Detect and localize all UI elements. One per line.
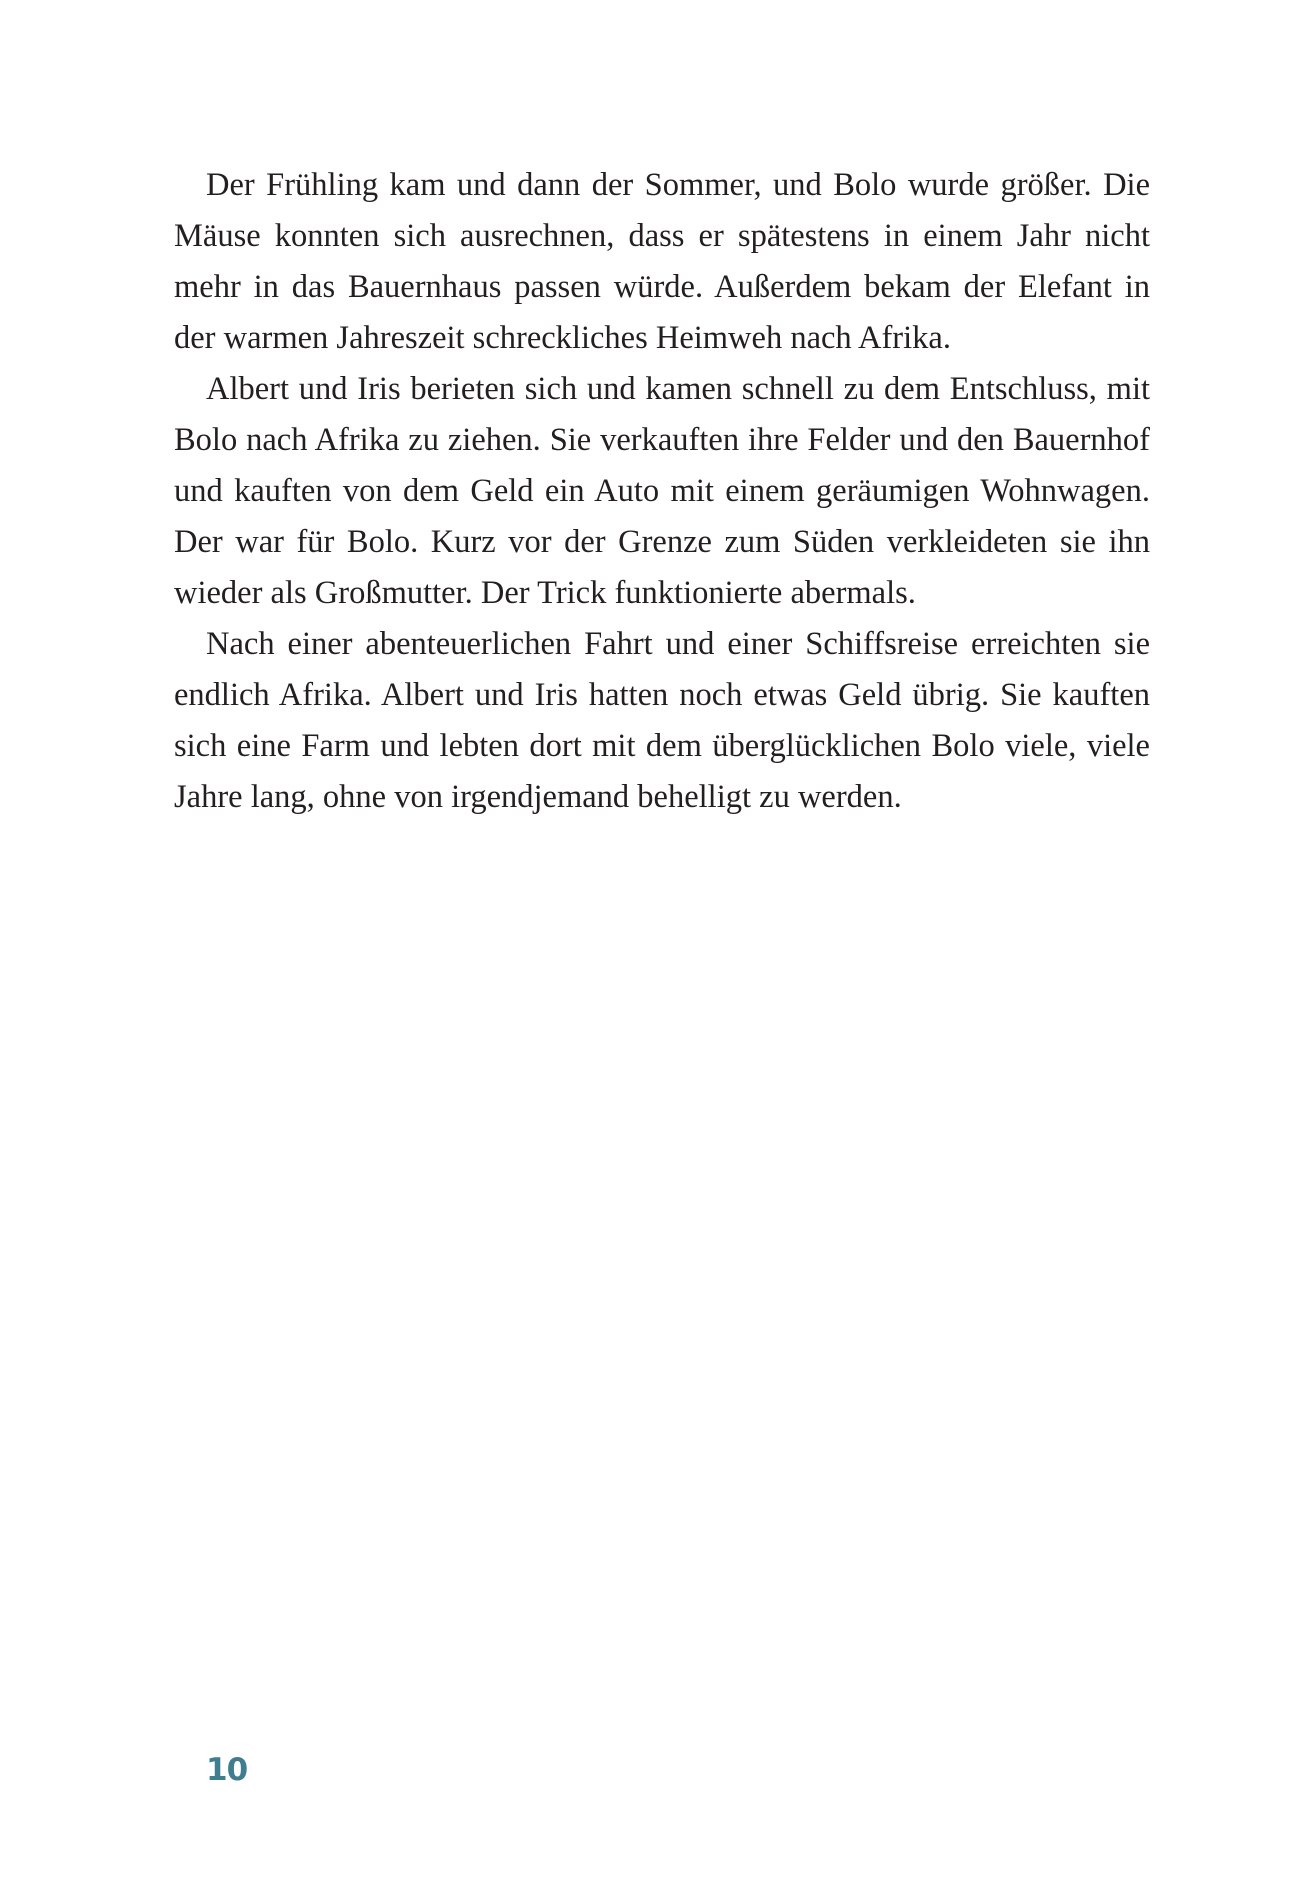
body-text: [174, 160, 1150, 823]
page-number: 10: [206, 1752, 248, 1788]
paragraph-3: Nach einer abenteuerlichen Fahrt und einer Schiffsreise erreichten sie endlich Afrika. Albert und Iris hatten noch etwas Geld übrig. Sie kauften sich eine Farm und lebten dort mit dem überglücklichen Bolo viele, viele Jahre lang, ohne von irgendjemand behelligt zu werden.: [174, 626, 1150, 815]
paragraph-2: Albert und Iris berieten sich und kamen schnell zu dem Entschluss, mit Bolo nach Afrika zu ziehen. Sie verkauften ihre Felder und den Bauernhof und kauften von dem Geld ein Auto mit einem geräumigen Wohnwagen. Der war für Bolo. Kurz vor der Grenze zum Süden verkleideten sie ihn wieder als Großmutter. Der Trick funktionierte abermals.: [174, 371, 1150, 611]
paragraph-1: Der Frühling kam und dann der Sommer, und Bolo wurde größer. Die Mäuse konnten sich ausrechnen, dass er spätestens in einem Jahr nicht mehr in das Bauernhaus passen würde. Außerdem bekam der Elefant in der warmen Jahreszeit schreckliches Heimweh nach Afrika.: [174, 167, 1150, 356]
